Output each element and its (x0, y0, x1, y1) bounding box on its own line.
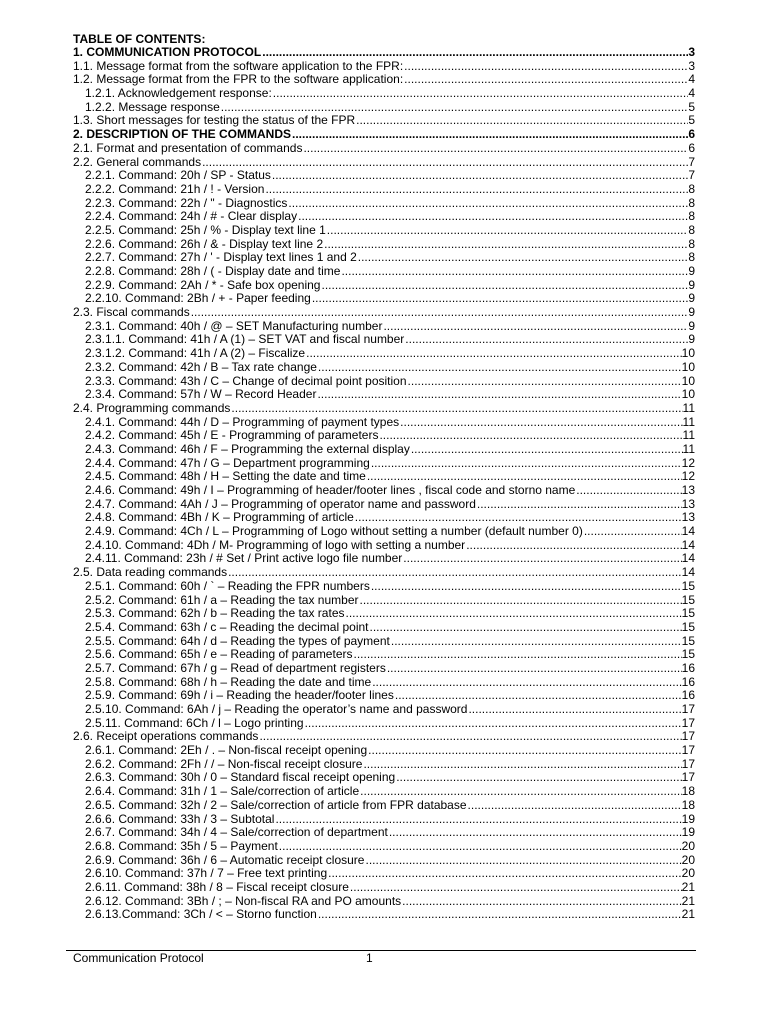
toc-entry-title: 1. COMMUNICATION PROTOCOL (73, 46, 262, 59)
toc-entry-title: 2.5.1. Command: 60h / ` – Reading the FPR numbers (85, 579, 370, 593)
toc-entry-page-number: 10 (681, 388, 695, 402)
toc-entry-title: 2.5.8. Command: 68h / h – Reading the date and time (85, 675, 372, 689)
toc-entry-title: 2.6. Receipt operations commands (73, 730, 259, 744)
toc-dot-leader (403, 552, 681, 566)
toc-dot-leader (279, 840, 682, 854)
toc-entry[interactable] (0, 402, 768, 416)
toc-entry[interactable] (0, 689, 768, 703)
toc-dot-leader (273, 87, 689, 101)
toc-entry-title: 2.5. Data reading commands (73, 566, 228, 580)
toc-entry[interactable] (0, 771, 768, 785)
toc-entry[interactable] (0, 114, 768, 128)
toc-dot-leader (275, 813, 681, 827)
toc-entry-title: 2.3.1. Command: 40h / @ – SET Manufacturing number (85, 319, 383, 333)
toc-entry-page-number: 11 (682, 415, 695, 429)
toc-entry[interactable] (0, 375, 768, 389)
toc-dot-leader (576, 484, 681, 498)
toc-dot-leader (372, 676, 681, 690)
toc-entry[interactable] (0, 621, 768, 635)
toc-entry[interactable] (0, 648, 768, 662)
toc-dot-leader (265, 183, 688, 197)
toc-entry[interactable] (0, 758, 768, 772)
toc-dot-leader (356, 114, 688, 128)
toc-entry-page-number: 6 (688, 141, 695, 155)
toc-dot-leader (584, 525, 682, 539)
toc-entry-page-number: 15 (681, 620, 695, 634)
toc-entry-title: 2.2. General commands (73, 155, 202, 169)
toc-dot-leader (358, 251, 689, 265)
toc-entry-page-number: 15 (681, 607, 695, 621)
toc-entry-page-number: 10 (681, 347, 695, 361)
toc-entry[interactable] (0, 566, 768, 580)
toc-entry-page-number: 11 (682, 429, 695, 443)
toc-entry-page-number: 16 (681, 675, 695, 689)
toc-entry[interactable] (0, 730, 768, 744)
toc-entry-page-number: 14 (681, 552, 695, 566)
toc-dot-leader (389, 826, 682, 840)
toc-dot-leader (305, 717, 682, 731)
toc-entry[interactable] (0, 320, 768, 334)
toc-entry-page-number: 17 (681, 771, 695, 785)
toc-dot-leader (321, 279, 688, 293)
toc-dot-leader (346, 607, 682, 621)
toc-entry[interactable] (0, 881, 768, 895)
toc-entry-page-number: 9 (688, 306, 695, 320)
toc-entry-title: 2. DESCRIPTION OF THE COMMANDS (73, 128, 292, 142)
toc-entry-title: 2.4.9. Command: 4Ch / L – Programming of Logo without setting a number (default number 0) (85, 525, 583, 539)
toc-entry[interactable] (0, 840, 768, 854)
toc-entry-page-number: 6 (688, 128, 695, 142)
toc-dot-leader (360, 785, 681, 799)
toc-dot-leader (318, 361, 682, 375)
toc-dot-leader (391, 635, 682, 649)
toc-dot-leader (468, 703, 681, 717)
toc-dot-leader (341, 265, 688, 279)
toc-entry-page-number: 18 (681, 798, 695, 812)
toc-dot-leader (402, 895, 681, 909)
toc-entry[interactable] (0, 142, 768, 156)
toc-entry-title: 2.6.12. Command: 3Bh / ; – Non-fiscal RA and PO amounts (85, 894, 402, 908)
toc-entry-title: 2.6.8. Command: 35h / 5 – Payment (85, 839, 278, 853)
toc-entry-page-number: 13 (681, 511, 695, 525)
toc-entry-page-number: 9 (688, 333, 695, 347)
toc-entry-title: 2.5.7. Command: 67h / g – Read of department registers (85, 661, 386, 675)
toc-entry-page-number: 19 (681, 812, 695, 826)
toc-entry-page-number: 17 (681, 703, 695, 716)
toc-dot-leader (231, 402, 682, 416)
toc-dot-leader (259, 730, 681, 744)
toc-heading: TABLE OF CONTENTS: (73, 32, 206, 46)
toc-entry[interactable] (0, 416, 768, 430)
toc-dot-leader (317, 388, 681, 402)
toc-entry[interactable] (0, 292, 768, 306)
toc-entry-title: 1.2.2. Message response (85, 100, 220, 114)
toc-entry-page-number: 18 (681, 785, 695, 799)
toc-entry-page-number: 15 (681, 579, 695, 593)
toc-entry-page-number: 8 (688, 182, 695, 196)
toc-dot-leader (360, 594, 682, 608)
toc-entry-title: 2.4.8. Command: 4Bh / K – Programming of article (85, 511, 354, 525)
toc-entry-page-number: 15 (681, 648, 695, 662)
toc-entry-title: 2.6.2. Command: 2Fh / / – Non-fiscal receipt closure (85, 757, 363, 771)
toc-dot-leader (468, 799, 682, 813)
toc-entry-title: 2.2.10. Command: 2Bh / + - Paper feeding (85, 292, 311, 306)
toc-entry[interactable] (0, 224, 768, 238)
toc-dot-leader (400, 416, 682, 430)
toc-entry[interactable] (0, 594, 768, 608)
toc-entry-page-number: 8 (688, 210, 695, 224)
toc-entry-title: 2.2.9. Command: 2Ah / * - Safe box opening (85, 278, 321, 292)
toc-entry[interactable] (0, 635, 768, 649)
toc-entry-page-number: 12 (681, 456, 695, 470)
toc-entry-page-number: 10 (681, 360, 695, 374)
toc-list (0, 46, 768, 922)
toc-dot-leader (368, 744, 681, 758)
toc-entry-page-number: 11 (682, 442, 695, 456)
toc-entry-title: 2.2.2. Command: 21h / ! - Version (85, 182, 265, 196)
toc-entry[interactable] (0, 333, 768, 347)
toc-entry[interactable] (0, 470, 768, 484)
toc-entry-title: 2.2.6. Command: 26h / & - Display text line 2 (85, 237, 324, 251)
toc-entry-page-number: 16 (681, 689, 695, 703)
toc-entry[interactable] (0, 662, 768, 676)
toc-entry-page-number: 17 (681, 730, 695, 744)
toc-entry[interactable] (0, 265, 768, 279)
toc-entry-page-number: 4 (688, 87, 695, 101)
toc-entry-page-number: 7 (688, 169, 695, 183)
toc-entry-title: 2.6.3. Command: 30h / 0 – Standard fiscal receipt opening (85, 771, 396, 785)
toc-entry-page-number: 20 (681, 867, 695, 881)
toc-entry-title: 2.5.5. Command: 64h / d – Reading the types of payment (85, 634, 390, 648)
toc-dot-leader (318, 908, 682, 922)
toc-entry[interactable] (0, 607, 768, 621)
toc-entry[interactable] (0, 717, 768, 731)
toc-dot-leader (408, 375, 682, 389)
toc-entry[interactable] (0, 169, 768, 183)
toc-entry[interactable] (0, 306, 768, 320)
toc-dot-leader (292, 128, 688, 142)
toc-entry-title: 1.2. Message format from the FPR to the software application: (73, 73, 404, 87)
footer-document-title: Communication Protocol (73, 951, 204, 965)
toc-entry-title: 2.3.4. Command: 57h / W – Record Header (85, 388, 317, 402)
toc-entry[interactable] (0, 895, 768, 909)
footer-page-number: 1 (366, 951, 373, 965)
toc-entry-page-number: 14 (681, 538, 695, 552)
toc-entry-title: 2.2.1. Command: 20h / SP - Status (85, 169, 271, 183)
toc-entry-title: 2.3.1.2. Command: 41h / A (2) – Fiscalize (85, 347, 306, 361)
toc-dot-leader (466, 539, 681, 553)
toc-entry-title: 2.4.2. Command: 45h / E - Programming of parameters (85, 429, 379, 443)
toc-entry-title: 2.5.9. Command: 69h / i – Reading the header/footer lines (85, 689, 394, 703)
toc-entry-title: 2.5.10. Command: 6Ah / j – Reading the operator’s name and password (85, 703, 468, 716)
toc-entry-page-number: 8 (688, 196, 695, 210)
toc-entry-title: 2.6.7. Command: 34h / 4 – Sale/correction of department (85, 826, 388, 840)
toc-dot-leader (371, 457, 682, 471)
toc-entry-page-number: 19 (681, 826, 695, 840)
toc-entry-title: 2.4.11. Command: 23h / # Set / Print active logo file number (85, 552, 403, 566)
toc-entry-page-number: 15 (681, 634, 695, 648)
toc-dot-leader (404, 60, 688, 74)
toc-entry[interactable] (0, 457, 768, 471)
toc-entry[interactable] (0, 60, 768, 74)
toc-entry-page-number: 12 (681, 470, 695, 484)
toc-entry-page-number: 9 (688, 292, 695, 306)
toc-entry-title: 2.6.11. Command: 38h / 8 – Fiscal receipt closure (85, 880, 349, 894)
toc-entry-title: 1.2.1. Acknowledgement response: (85, 87, 272, 101)
toc-dot-leader (365, 854, 681, 868)
toc-entry-page-number: 20 (681, 853, 695, 867)
toc-entry-title: 2.6.1. Command: 2Eh / . – Non-fiscal receipt opening (85, 744, 368, 758)
toc-entry-page-number: 13 (681, 497, 695, 511)
toc-entry[interactable] (0, 73, 768, 87)
toc-dot-leader (262, 46, 688, 60)
toc-entry-page-number: 15 (681, 593, 695, 607)
toc-dot-leader (387, 662, 682, 676)
toc-entry[interactable] (0, 799, 768, 813)
toc-entry[interactable] (0, 498, 768, 512)
toc-entry[interactable] (0, 552, 768, 566)
toc-entry-title: 2.4.7. Command: 4Ah / J – Programming of operator name and password (85, 497, 476, 511)
toc-entry[interactable] (0, 46, 768, 60)
toc-entry-page-number: 17 (681, 744, 695, 758)
toc-entry-page-number: 20 (681, 839, 695, 853)
toc-entry[interactable] (0, 826, 768, 840)
toc-entry[interactable] (0, 210, 768, 224)
toc-entry[interactable] (0, 511, 768, 525)
toc-entry[interactable] (0, 854, 768, 868)
toc-entry-title: 2.1. Format and presentation of commands (73, 141, 303, 155)
toc-entry[interactable] (0, 238, 768, 252)
toc-dot-leader (221, 101, 689, 115)
toc-entry-title: 2.4.1. Command: 44h / D – Programming of payment types (85, 415, 400, 429)
toc-dot-leader (363, 758, 681, 772)
toc-entry[interactable] (0, 539, 768, 553)
toc-dot-leader (355, 511, 682, 525)
toc-entry-page-number: 9 (688, 319, 695, 333)
toc-dot-leader (371, 580, 682, 594)
toc-entry-title: 2.4.3. Command: 46h / F – Programming the external display (85, 442, 410, 456)
toc-entry-page-number: 17 (681, 716, 695, 730)
toc-entry-page-number: 17 (681, 757, 695, 771)
toc-entry[interactable] (0, 101, 768, 115)
toc-entry-title: 2.2.3. Command: 22h / " - Diagnostics (85, 196, 288, 210)
toc-entry-title: 2.6.13.Command: 3Ch / < – Storno function (85, 908, 317, 922)
toc-entry[interactable] (0, 251, 768, 265)
toc-dot-leader (405, 333, 688, 347)
toc-entry[interactable] (0, 484, 768, 498)
toc-entry[interactable] (0, 128, 768, 142)
toc-entry-title: 2.3.3. Command: 43h / C – Change of decimal point position (85, 374, 407, 388)
toc-entry[interactable] (0, 87, 768, 101)
toc-entry[interactable] (0, 197, 768, 211)
toc-entry-title: 2.5.3. Command: 62h / b – Reading the tax rates (85, 607, 345, 621)
toc-entry[interactable] (0, 813, 768, 827)
toc-entry[interactable] (0, 279, 768, 293)
toc-entry-page-number: 4 (688, 73, 695, 87)
toc-entry-title: 1.3. Short messages for testing the status of the FPR (73, 114, 356, 128)
toc-entry-page-number: 8 (688, 223, 695, 237)
toc-dot-leader (191, 306, 689, 320)
toc-entry-title: 1.1. Message format from the software application to the FPR: (73, 59, 404, 73)
toc-entry-page-number: 14 (681, 525, 695, 539)
toc-entry-title: 2.2.7. Command: 27h / ' - Display text lines 1 and 2 (85, 251, 357, 265)
toc-entry[interactable] (0, 429, 768, 443)
toc-entry[interactable] (0, 744, 768, 758)
toc-entry-page-number: 11 (682, 401, 695, 415)
toc-entry-title: 2.6.10. Command: 37h / 7 – Free text printing (85, 867, 328, 881)
toc-entry-title: 2.6.9. Command: 36h / 6 – Automatic receipt closure (85, 853, 365, 867)
toc-entry-page-number: 5 (688, 114, 695, 128)
toc-dot-leader (327, 224, 689, 238)
toc-dot-leader (370, 621, 682, 635)
toc-dot-leader (354, 648, 682, 662)
toc-dot-leader (350, 881, 682, 895)
toc-entry-page-number: 13 (681, 484, 695, 497)
toc-dot-leader (228, 566, 682, 580)
toc-entry-page-number: 21 (681, 880, 695, 894)
toc-entry-page-number: 8 (688, 237, 695, 251)
toc-entry-page-number: 14 (681, 566, 695, 580)
toc-entry-title: 2.5.6. Command: 65h / e – Reading of parameters (85, 648, 353, 662)
toc-dot-leader (396, 771, 681, 785)
toc-entry[interactable] (0, 156, 768, 170)
toc-dot-leader (288, 197, 688, 211)
toc-dot-leader (306, 347, 682, 361)
toc-entry-page-number: 21 (681, 894, 695, 908)
toc-entry-title: 2.5.2. Command: 61h / a – Reading the tax number (85, 593, 359, 607)
toc-dot-leader (383, 320, 688, 334)
toc-dot-leader (328, 867, 682, 881)
toc-entry[interactable] (0, 443, 768, 457)
toc-entry[interactable] (0, 347, 768, 361)
toc-entry[interactable] (0, 676, 768, 690)
toc-entry-page-number: 3 (688, 59, 695, 73)
toc-entry-title: 2.4.4. Command: 47h / G – Department programming (85, 456, 370, 470)
toc-entry-page-number: 7 (688, 155, 695, 169)
toc-dot-leader (202, 156, 688, 170)
toc-dot-leader (367, 470, 682, 484)
toc-entry-title: 2.6.5. Command: 32h / 2 – Sale/correction of article from FPR database (85, 798, 467, 812)
toc-entry-title: 2.3.1.1. Command: 41h / A (1) – SET VAT and fiscal number (85, 333, 405, 347)
toc-entry[interactable] (0, 388, 768, 402)
toc-dot-leader (324, 238, 688, 252)
toc-entry-page-number: 21 (681, 908, 695, 922)
toc-entry-title: 2.4.5. Command: 48h / H – Setting the date and time (85, 470, 366, 484)
toc-dot-leader (272, 169, 688, 183)
toc-entry-page-number: 10 (681, 374, 695, 388)
toc-dot-leader (477, 498, 682, 512)
toc-entry-title: 2.2.4. Command: 24h / # - Clear display (85, 210, 298, 224)
toc-entry[interactable] (0, 908, 768, 922)
toc-entry-title: 2.4.10. Command: 4Dh / M- Programming of logo with setting a number (85, 538, 466, 552)
toc-entry-title: 2.4.6. Command: 49h / I – Programming of header/footer lines , fiscal code and storno name (85, 484, 576, 497)
toc-entry-title: 2.5.11. Command: 6Ch / l – Logo printing (85, 716, 304, 730)
toc-entry-page-number: 3 (688, 46, 695, 59)
toc-entry-page-number: 9 (688, 265, 695, 278)
toc-entry-title: 2.3.2. Command: 42h / B – Tax rate change (85, 360, 317, 374)
toc-dot-leader (404, 73, 688, 87)
toc-entry-page-number: 5 (688, 100, 695, 114)
toc-entry[interactable] (0, 183, 768, 197)
toc-entry-title: 2.2.8. Command: 28h / ( - Display date and time (85, 265, 341, 278)
toc-entry[interactable] (0, 361, 768, 375)
toc-entry-title: 2.6.4. Command: 31h / 1 – Sale/correction of article (85, 785, 360, 799)
toc-entry-title: 2.3. Fiscal commands (73, 306, 190, 320)
toc-entry[interactable] (0, 525, 768, 539)
toc-entry-page-number: 9 (688, 278, 695, 292)
toc-dot-leader (312, 292, 689, 306)
toc-entry[interactable] (0, 867, 768, 881)
toc-dot-leader (395, 689, 682, 703)
toc-dot-leader (379, 429, 682, 443)
toc-entry-title: 2.4. Programming commands (73, 401, 231, 415)
toc-entry[interactable] (0, 785, 768, 799)
toc-entry-page-number: 8 (688, 251, 695, 265)
toc-dot-leader (298, 210, 688, 224)
toc-entry[interactable] (0, 703, 768, 717)
toc-entry[interactable] (0, 580, 768, 594)
toc-entry-title: 2.2.5. Command: 25h / % - Display text line 1 (85, 223, 326, 237)
toc-dot-leader (411, 443, 683, 457)
toc-entry-title: 2.5.4. Command: 63h / c – Reading the decimal point (85, 620, 369, 634)
toc-entry-page-number: 16 (681, 661, 695, 675)
toc-dot-leader (303, 142, 688, 156)
toc-entry-title: 2.6.6. Command: 33h / 3 – Subtotal (85, 812, 275, 826)
